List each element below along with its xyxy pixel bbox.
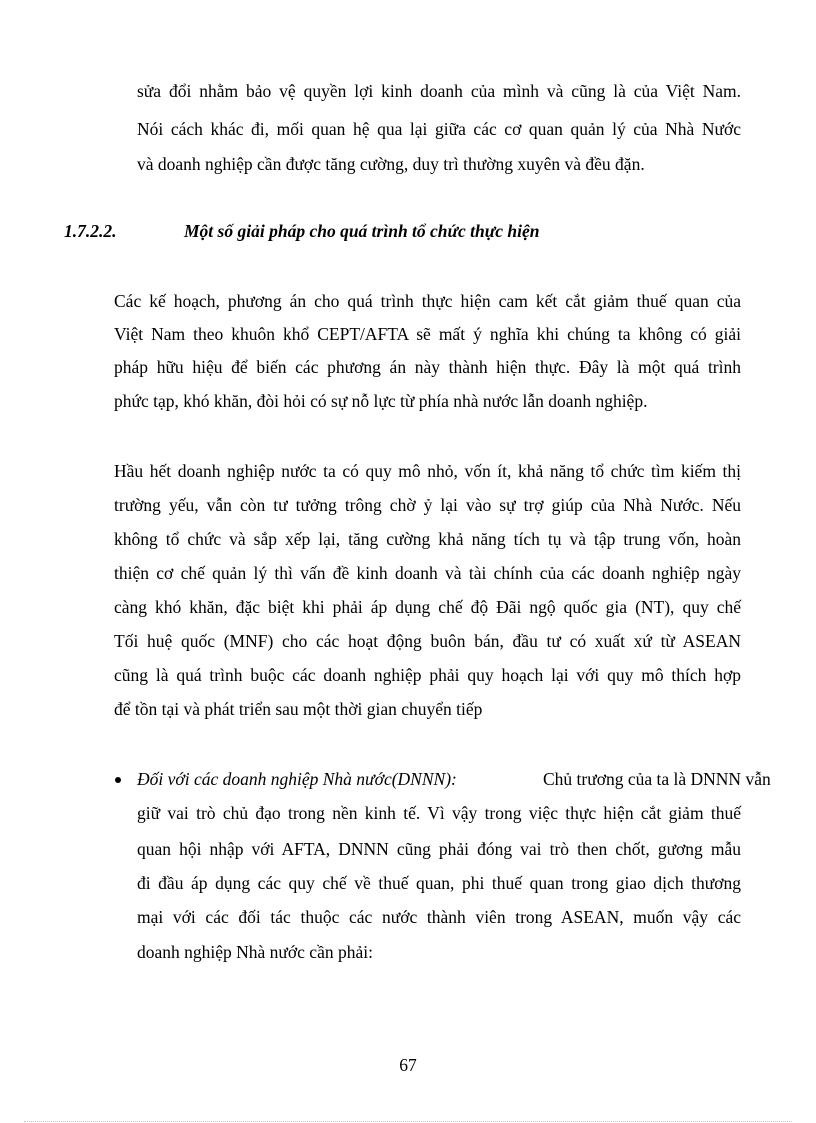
section-number: 1.7.2.2. (64, 221, 117, 241)
bullet-label: Đối với các doanh nghiệp Nhà nước(DNNN): (137, 769, 457, 789)
continuation-line-2: Nói cách khác đi, mối quan hệ qua lại giữa các cơ quan quản lý của Nhà Nước (137, 119, 741, 139)
bullet-first-line-rest: Chủ trương của ta là DNNN vẫn (543, 769, 771, 789)
bullet-line-2: giữ vai trò chủ đạo trong nền kinh tế. Vì vậy trong việc thực hiện cắt giảm thuế (137, 803, 741, 823)
paragraph1-line-2: Việt Nam theo khuôn khổ CEPT/AFTA sẽ mất ý nghĩa khi chúng ta không có giải (114, 324, 741, 344)
paragraph1-line-4: phức tạp, khó khăn, đòi hỏi có sự nỗ lực từ phía nhà nước lẫn doanh nghiệp. (114, 391, 648, 411)
continuation-line-3: và doanh nghiệp cần được tăng cường, duy trì thường xuyên và đều đặn. (137, 154, 645, 174)
paragraph2-line-2: trường yếu, vẫn còn tư tưởng trông chờ ỷ lại vào sự trợ giúp của Nhà Nước. Nếu (114, 495, 741, 515)
paragraph2-line-3: không tổ chức và sắp xếp lại, tăng cường khả năng tích tụ và tập trung vốn, hoàn (114, 529, 741, 549)
paragraph1-line-1: Các kế hoạch, phương án cho quá trình thực hiện cam kết cắt giảm thuế quan của (114, 291, 741, 311)
footer-divider (24, 1121, 792, 1122)
paragraph2-line-8: để tồn tại và phát triển sau một thời gian chuyển tiếp (114, 699, 483, 719)
section-title: Một số giải pháp cho quá trình tổ chức thực hiện (184, 221, 540, 241)
bullet-line-5: mại với các đối tác thuộc các nước thành viên trong ASEAN, muốn vậy các (137, 907, 741, 927)
bullet-line-4: đi đầu áp dụng các quy chế về thuế quan, phi thuế quan trong giao dịch thương (137, 873, 741, 893)
bullet-line-3: quan hội nhập với AFTA, DNNN cũng phải đóng vai trò then chốt, gương mẫu (137, 839, 741, 859)
bullet-line-6: doanh nghiệp Nhà nước cần phải: (137, 942, 373, 962)
continuation-line-1: sửa đổi nhằm bảo vệ quyền lợi kinh doanh của mình và cũng là của Việt Nam. (137, 81, 741, 101)
paragraph2-line-5: càng khó khăn, đặc biệt khi phải áp dụng chế độ Đãi ngộ quốc gia (NT), quy chế (114, 597, 741, 617)
paragraph2-line-4: thiện cơ chế quản lý thì vấn đề kinh doanh và tài chính của các doanh nghiệp ngày (114, 563, 741, 583)
paragraph2-line-1: Hầu hết doanh nghiệp nước ta có quy mô nhỏ, vốn ít, khả năng tổ chức tìm kiếm thị (114, 461, 741, 481)
page-number: 67 (399, 1055, 417, 1075)
paragraph2-line-6: Tối huệ quốc (MNF) cho các hoạt động buôn bán, đầu tư có xuất xứ từ ASEAN (114, 631, 741, 651)
bullet-icon (115, 777, 121, 783)
paragraph2-line-7: cũng là quá trình buộc các doanh nghiệp phải quy hoạch lại với quy mô thích hợp (114, 665, 741, 685)
paragraph1-line-3: pháp hữu hiệu để biến các phương án này thành hiện thực. Đây là một quá trình (114, 357, 741, 377)
